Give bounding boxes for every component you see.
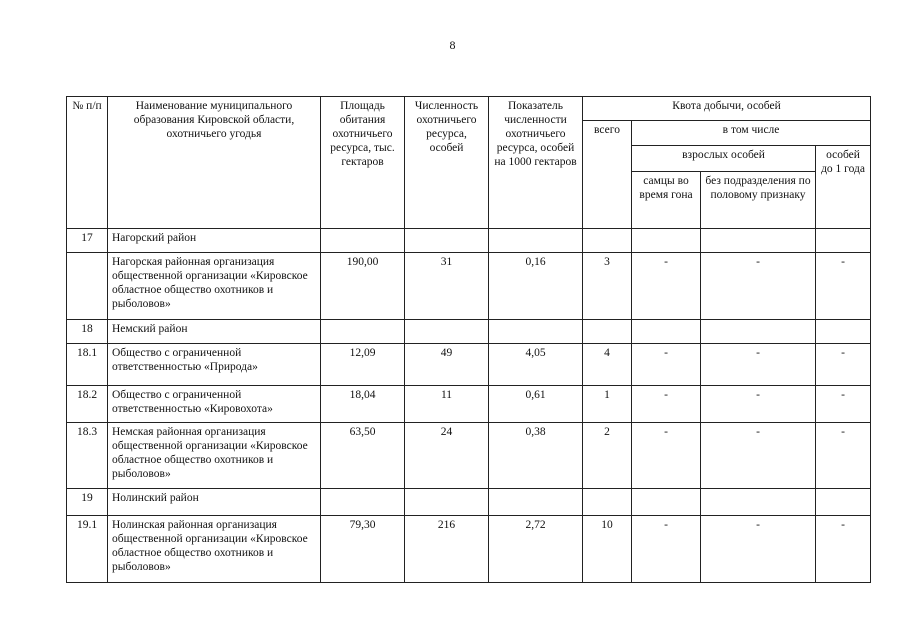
row-count: 24 <box>405 423 489 489</box>
header-density: Показатель численности охотничьего ресурса, особей на 1000 гектаров <box>489 97 583 229</box>
row-count: 31 <box>405 253 489 320</box>
table-row <box>67 229 871 253</box>
row-total: 10 <box>583 516 632 583</box>
row-name: Нагорская районная организация общественной организации «Кировское областное общество охотников и рыболовов» <box>108 253 321 320</box>
table-row <box>67 489 871 516</box>
row-num: 18.2 <box>67 386 108 423</box>
table-row <box>67 516 871 583</box>
row-name: Общество с ограниченной ответственностью «Природа» <box>108 344 321 386</box>
row-young: - <box>816 386 871 423</box>
row-total: 4 <box>583 344 632 386</box>
row-count: 11 <box>405 386 489 423</box>
row-males: - <box>632 253 701 320</box>
row-name: Общество с ограниченной ответственностью «Кировохота» <box>108 386 321 423</box>
row-young: - <box>816 516 871 583</box>
row-total: 1 <box>583 386 632 423</box>
header-count: Численность охотничьего ресурса, особей <box>405 97 489 229</box>
row-males: - <box>632 423 701 489</box>
row-males: - <box>632 344 701 386</box>
row-name: Нолинский район <box>108 489 321 516</box>
row-nosex: - <box>701 253 816 320</box>
row-area: 190,00 <box>321 253 405 320</box>
row-density: 0,61 <box>489 386 583 423</box>
header-name: Наименование муниципального образования Кировской области, охотничьего угодья <box>108 97 321 229</box>
table-row <box>67 386 871 423</box>
row-name: Нолинская районная организация общественной организации «Кировское областное общество охотников и рыболовов» <box>108 516 321 583</box>
row-num: 18.3 <box>67 423 108 489</box>
row-nosex: - <box>701 423 816 489</box>
row-name: Немская районная организация общественной организации «Кировское областное общество охотников и рыболовов» <box>108 423 321 489</box>
header-num: № п/п <box>67 97 108 229</box>
header-young: особей до 1 года <box>816 146 871 229</box>
header-area: Площадь обитания охотничьего ресурса, тыс. гектаров <box>321 97 405 229</box>
row-nosex: - <box>701 516 816 583</box>
header-nosex: без подразделения по половому признаку <box>701 172 816 229</box>
row-density: 0,38 <box>489 423 583 489</box>
table-row <box>67 320 871 344</box>
row-num: 18 <box>67 320 108 344</box>
row-area: 18,04 <box>321 386 405 423</box>
header-quota: Квота добычи, особей <box>583 97 871 121</box>
row-num <box>67 253 108 320</box>
row-count: 49 <box>405 344 489 386</box>
row-count: 216 <box>405 516 489 583</box>
row-young: - <box>816 423 871 489</box>
row-num: 19 <box>67 489 108 516</box>
row-young: - <box>816 253 871 320</box>
row-males: - <box>632 516 701 583</box>
page-number: 8 <box>449 38 456 52</box>
row-total: 2 <box>583 423 632 489</box>
row-num: 18.1 <box>67 344 108 386</box>
row-males: - <box>632 386 701 423</box>
quota-table <box>66 96 871 583</box>
row-area: 12,09 <box>321 344 405 386</box>
table-row <box>67 344 871 386</box>
row-name: Нагорский район <box>108 229 321 253</box>
row-area: 79,30 <box>321 516 405 583</box>
row-density: 0,16 <box>489 253 583 320</box>
table-row <box>67 253 871 320</box>
row-density: 2,72 <box>489 516 583 583</box>
header-incl: в том числе <box>632 121 871 146</box>
row-name: Немский район <box>108 320 321 344</box>
header-adults: взрослых особей <box>632 146 816 172</box>
row-nosex: - <box>701 386 816 423</box>
row-young: - <box>816 344 871 386</box>
row-total: 3 <box>583 253 632 320</box>
row-nosex: - <box>701 344 816 386</box>
table-row <box>67 423 871 489</box>
row-density: 4,05 <box>489 344 583 386</box>
row-num: 19.1 <box>67 516 108 583</box>
row-num: 17 <box>67 229 108 253</box>
header-total: всего <box>583 121 632 229</box>
row-area: 63,50 <box>321 423 405 489</box>
header-males: самцы во время гона <box>632 172 701 229</box>
